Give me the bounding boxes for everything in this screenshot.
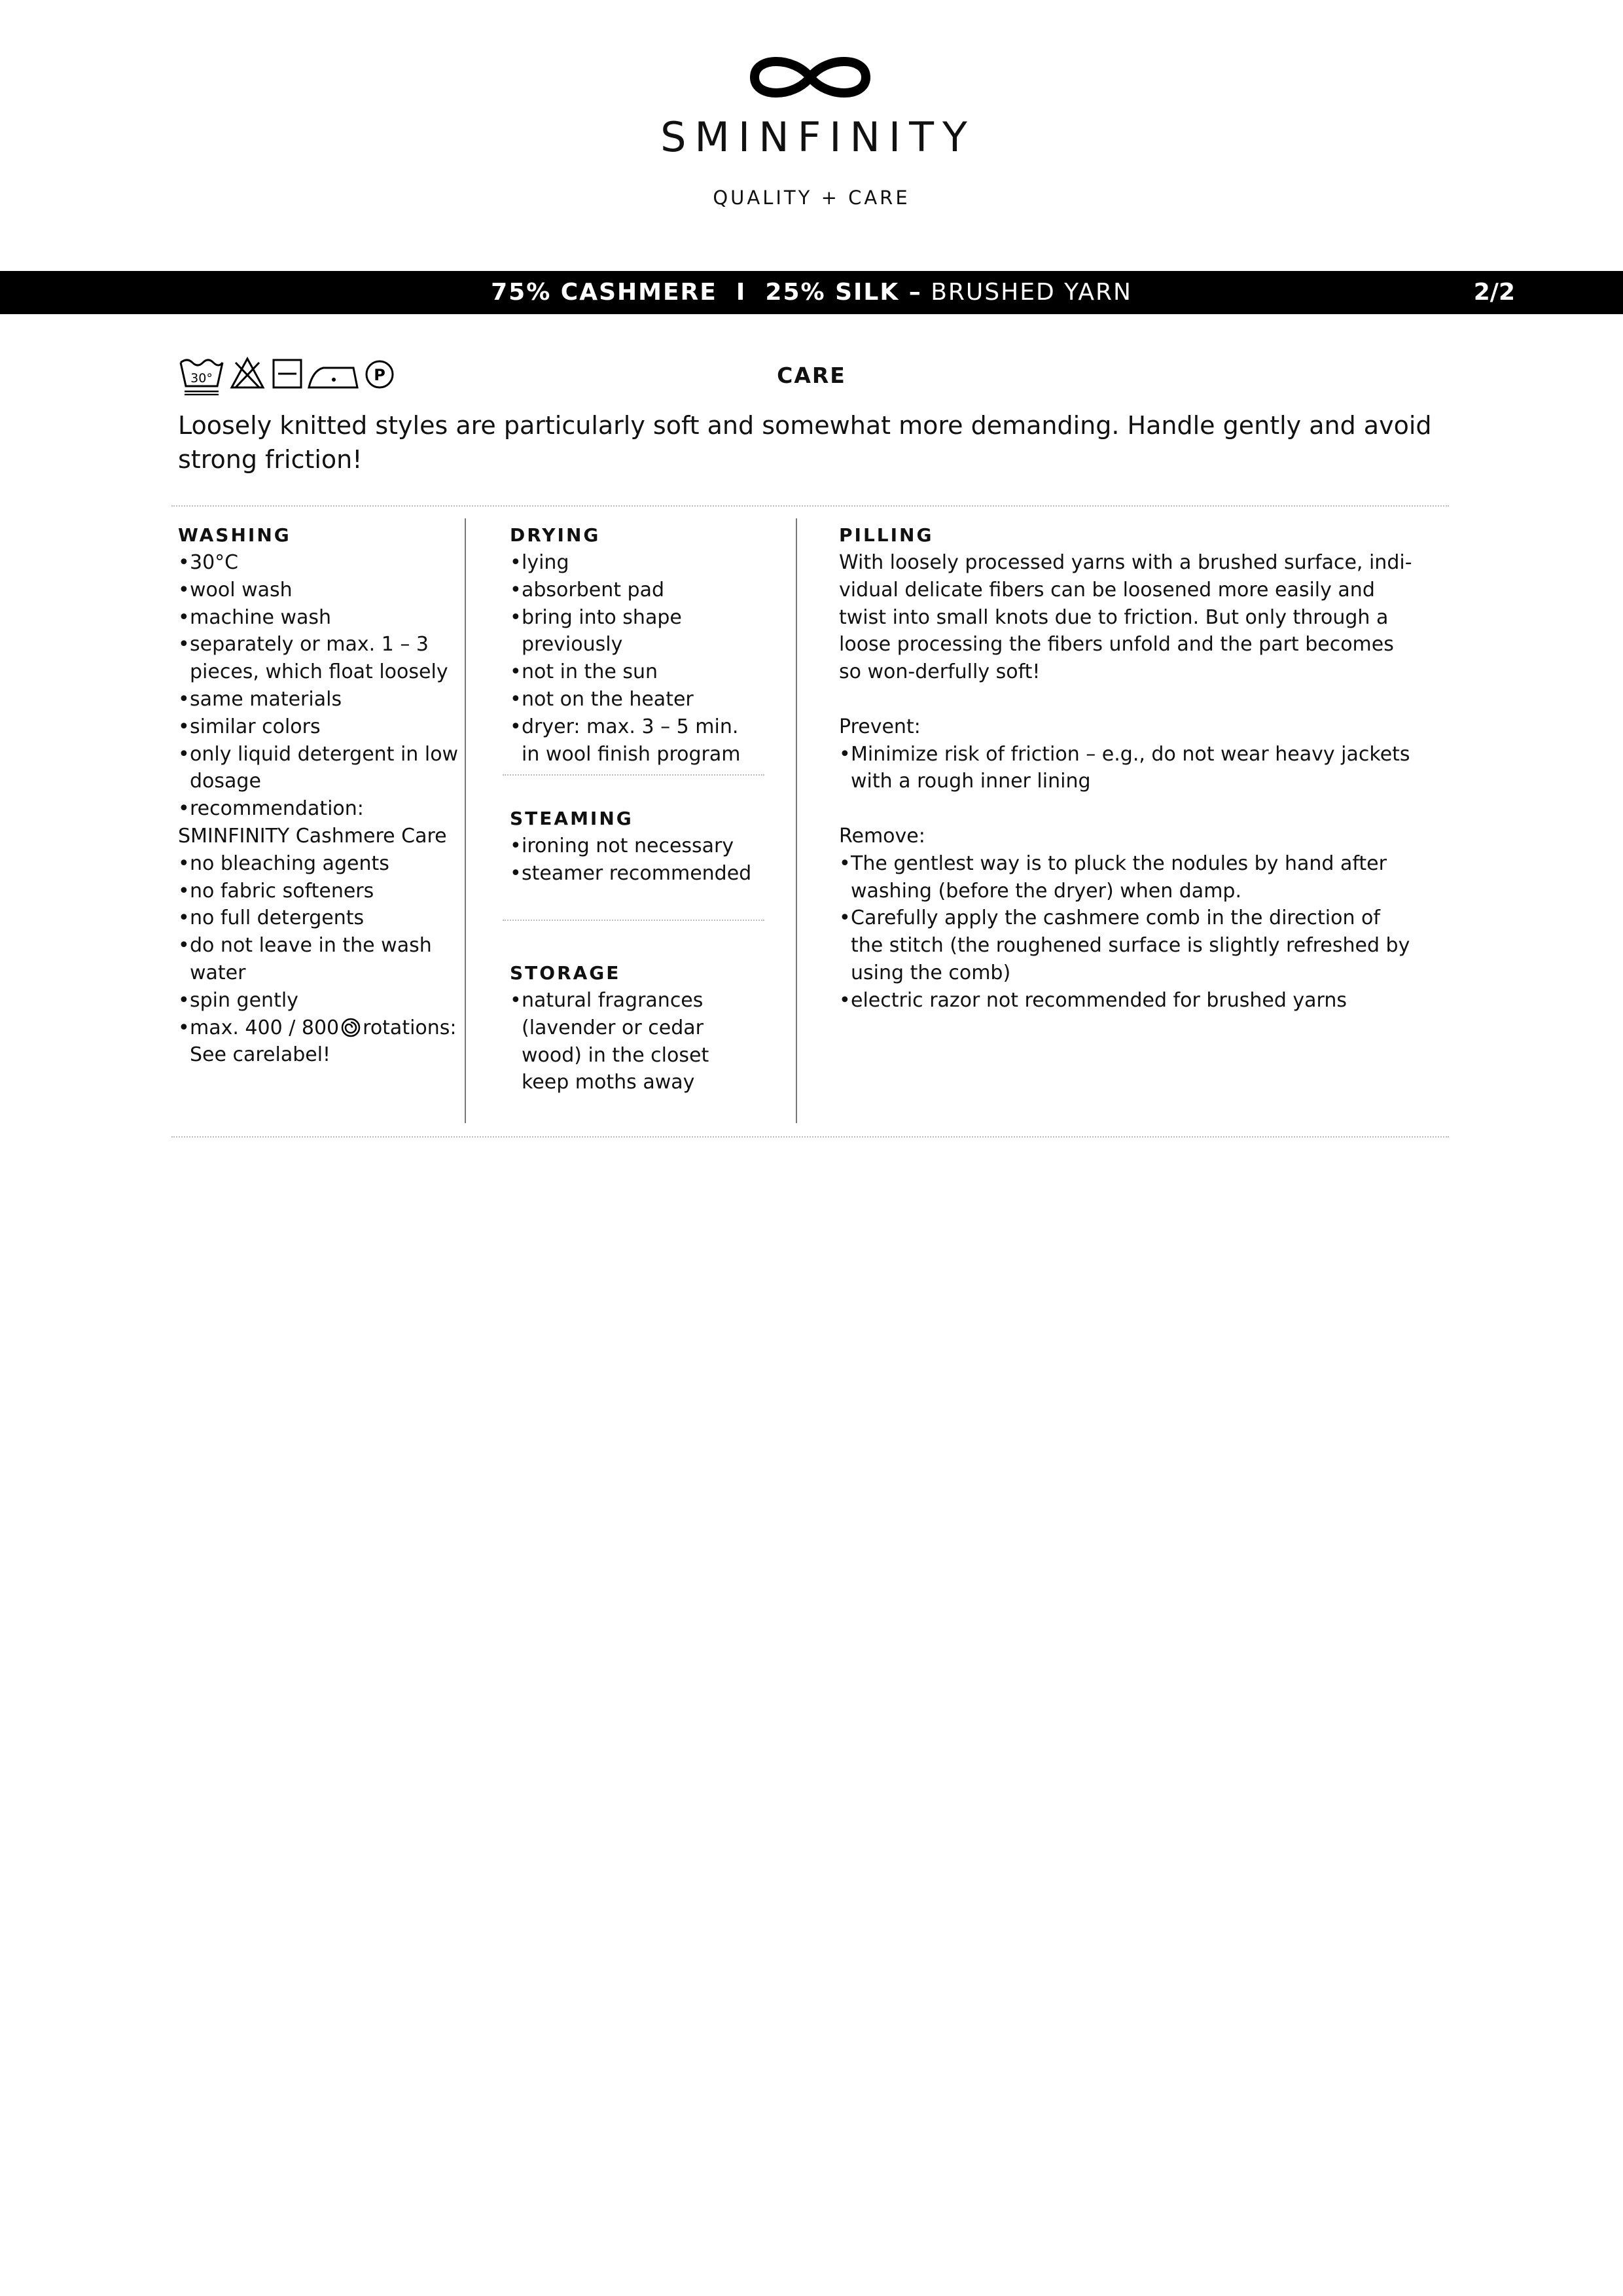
list-item: • similar colors <box>178 713 459 741</box>
washing-column <box>178 522 459 1069</box>
list-item: • not on the heater <box>510 686 785 713</box>
steaming-list <box>510 833 785 888</box>
list-item: • absorbent pad <box>510 577 785 604</box>
list-item: • bring into shape previously <box>510 604 785 659</box>
list-item: • natural fragrances (lavender or cedar wood) in the closet keep moths away <box>510 987 726 1096</box>
divider-steaming-storage <box>503 920 764 921</box>
column-divider-1 <box>465 518 466 1123</box>
dryclean-letter: P <box>374 366 385 384</box>
care-title: CARE <box>777 363 846 388</box>
list-item: • not in the sun <box>510 658 785 686</box>
storage-title: STORAGE <box>510 962 621 984</box>
care-intro: Loosely knitted styles are particularly soft and somewhat more demanding. Handle gently and avoid strong friction! <box>178 411 1432 474</box>
storage-list <box>510 987 726 1096</box>
steaming-title: STEAMING <box>510 808 633 829</box>
drying-list <box>510 549 785 768</box>
band-title-type: BRUSHED YARN <box>921 279 1132 306</box>
drying-column <box>510 522 785 768</box>
list-item: SMINFINITY Cashmere Care <box>178 824 447 848</box>
page-number: 2/2 <box>1473 279 1515 306</box>
divider-drying-steaming <box>503 774 764 776</box>
brand-name: SMINFINITY <box>660 113 976 161</box>
list-item: • dryer: max. 3 – 5 min. in wool finish program <box>510 713 757 768</box>
list-item-spin <box>178 1014 459 1069</box>
remove-list <box>839 850 1415 1014</box>
product-band <box>0 271 1623 314</box>
list-item: • spin gently <box>178 987 459 1014</box>
washing-list <box>178 549 459 1069</box>
list-item: • no bleaching agents <box>178 850 459 878</box>
list-item: • steamer recommended <box>510 860 785 888</box>
infinity-icon <box>741 51 879 103</box>
list-item: • lying <box>510 549 785 577</box>
prevent-label: Prevent: <box>839 715 921 738</box>
pilling-column <box>839 522 1415 1014</box>
list-item: • recommendation: <box>178 795 459 823</box>
prevent-list <box>839 741 1415 796</box>
list-item: • only liquid detergent in low dosage <box>178 741 459 796</box>
band-title-composition: 75% CASHMERE I 25% SILK – <box>491 279 922 306</box>
band-title <box>0 271 1623 314</box>
drying-title: DRYING <box>510 524 601 546</box>
list-item: • ironing not necessary <box>510 833 785 860</box>
list-item: • wool wash <box>178 577 459 604</box>
steaming-section <box>510 805 785 888</box>
remove-label: Remove: <box>839 824 925 848</box>
list-item: • 30°C <box>178 549 459 577</box>
list-item: • do not leave in the wash water <box>178 932 459 987</box>
list-item: • Carefully apply the cashmere comb in the direction of the stitch (the roughened surface is slightly refreshed by using the comb) <box>839 905 1415 986</box>
list-item: • The gentlest way is to pluck the nodules by hand after washing (before the dryer) when damp. <box>839 850 1415 905</box>
list-item: • machine wash <box>178 604 459 632</box>
list-item: • no fabric softeners <box>178 878 459 905</box>
list-item: • electric razor not recommended for brushed yarns <box>839 987 1415 1014</box>
column-divider-2 <box>796 518 797 1123</box>
spin-rotation-icon <box>340 1017 361 1038</box>
list-item: • same materials <box>178 686 459 713</box>
pilling-intro: With loosely processed yarns with a brushed surface, indi-vidual delicate fibers can be loosened more easily and twist into small knots due to friction. But only through a loose processing the fibers unfold and the part becomes so won-derfully soft! <box>839 551 1412 684</box>
divider-top <box>171 505 1449 507</box>
wash-temp-text: 30° <box>190 371 213 386</box>
list-item: • no full detergents <box>178 905 459 932</box>
spin-suffix: rotations: See carelabel! <box>190 1016 457 1067</box>
pilling-title: PILLING <box>839 524 934 546</box>
divider-bottom <box>171 1136 1449 1138</box>
tagline: QUALITY + CARE <box>713 187 910 209</box>
spin-prefix: max. 400 / 800 <box>190 1016 340 1039</box>
list-item: • separately or max. 1 – 3 pieces, which float loosely <box>178 631 459 686</box>
washing-title: WASHING <box>178 524 291 546</box>
storage-section <box>510 960 726 1096</box>
list-item: • Minimize risk of friction – e.g., do not wear heavy jackets with a rough inner lining <box>839 741 1415 796</box>
